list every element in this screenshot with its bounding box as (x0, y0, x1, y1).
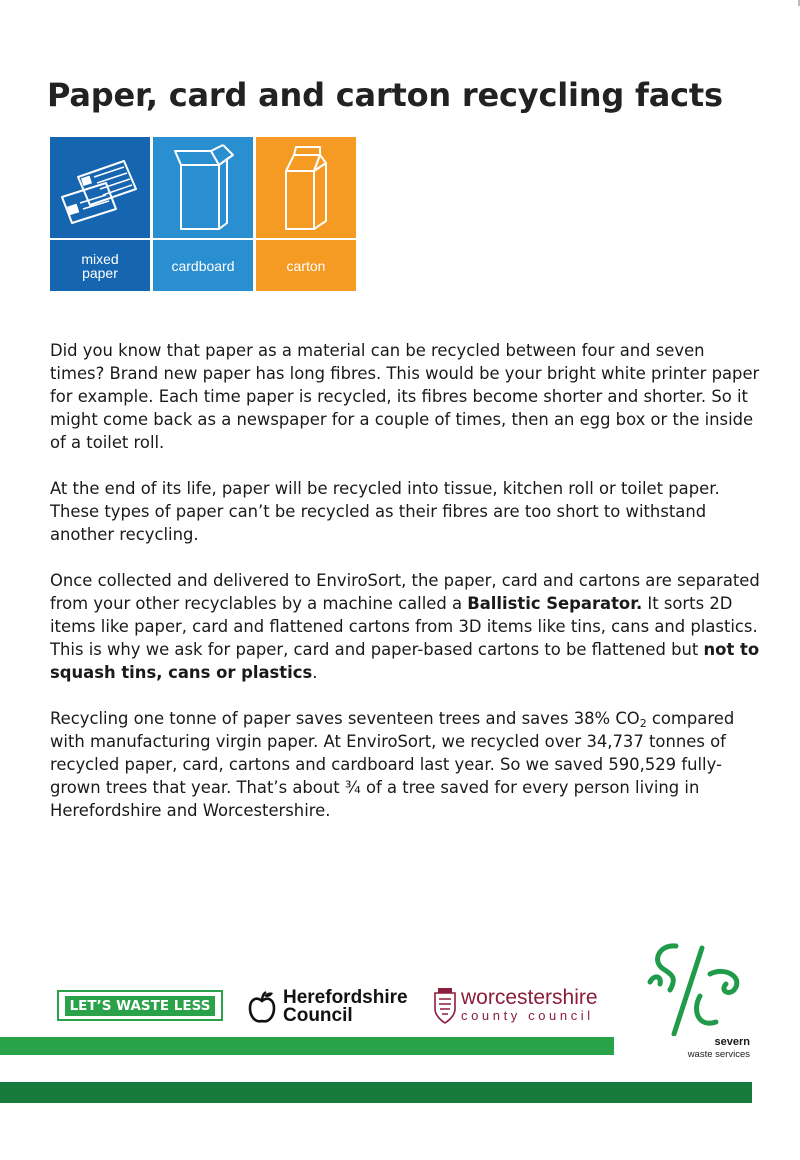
cardboard-box-icon (153, 137, 253, 238)
paragraph-3: Once collected and delivered to EnviroSort, the paper, card and cartons are separated from your other recyclables by a machine called a Ballistic Separator. It sorts 2D items like paper, card and flattened cartons from 3D items like tins, cans and plastics. This is why we ask for paper, card and paper-based cartons to be flattened but not to squash tins, cans or plastics. (50, 571, 760, 682)
severn-swirl-icon (640, 938, 760, 1036)
footer-bar-dark-green (0, 1082, 752, 1103)
tile-label-cardboard: cardboard (171, 257, 235, 274)
severn-waste-services-logo: severn waste services (640, 938, 760, 1060)
do-not-squash-note: not to squash tins, cans or plastics (50, 640, 760, 682)
herefordshire-council-logo: Herefordshire Council (247, 986, 408, 1028)
tile-mixed-paper (50, 137, 150, 291)
carton-icon (256, 137, 356, 238)
page-title: Paper, card and carton recycling facts (47, 76, 723, 114)
apple-icon (247, 989, 277, 1025)
paragraph-4: Recycling one tonne of paper saves seventeen trees and saves 38% $CO_2$ compared with manufacturing virgin paper. At EnviroSort, we recycled over 34,737 tonnes of recycled paper, card, cartons and cardboard last year. So we saved 590,529 fully-grown trees that year. That’s about ¾ of a tree saved for every person living in Herefordshire and Worcestershire. (50, 709, 735, 820)
worcestershire-county-council-logo: worcestershire county council (433, 987, 598, 1025)
tile-cardboard (153, 137, 253, 291)
newspaper-icon (50, 137, 150, 238)
ballistic-separator-term: Ballistic Separator. (467, 594, 643, 613)
article-body (50, 339, 762, 845)
material-tiles (50, 137, 356, 291)
tile-carton (256, 137, 356, 291)
tile-label-carton: carton (286, 257, 326, 274)
tile-label-mixed-paper: mixed paper (81, 250, 119, 281)
lets-waste-less-logo: LET’S WASTE LESS (57, 990, 223, 1021)
footer-bar-light-green (0, 1037, 614, 1055)
crest-icon (433, 987, 457, 1025)
paragraph-2: At the end of its life, paper will be recycled into tissue, kitchen roll or toilet paper. These types of paper can’t be recycled as their fibres are too short to withstand another recycling. (50, 479, 720, 544)
paragraph-1: Did you know that paper as a material can be recycled between four and seven times? Brand new paper has long fibres. This would be your bright white printer paper for example. Each time paper is recycled, its fibres become shorter and shorter. So it might come back as a newspaper for a couple of times, then an egg box or the inside of a toilet roll. (50, 341, 760, 452)
